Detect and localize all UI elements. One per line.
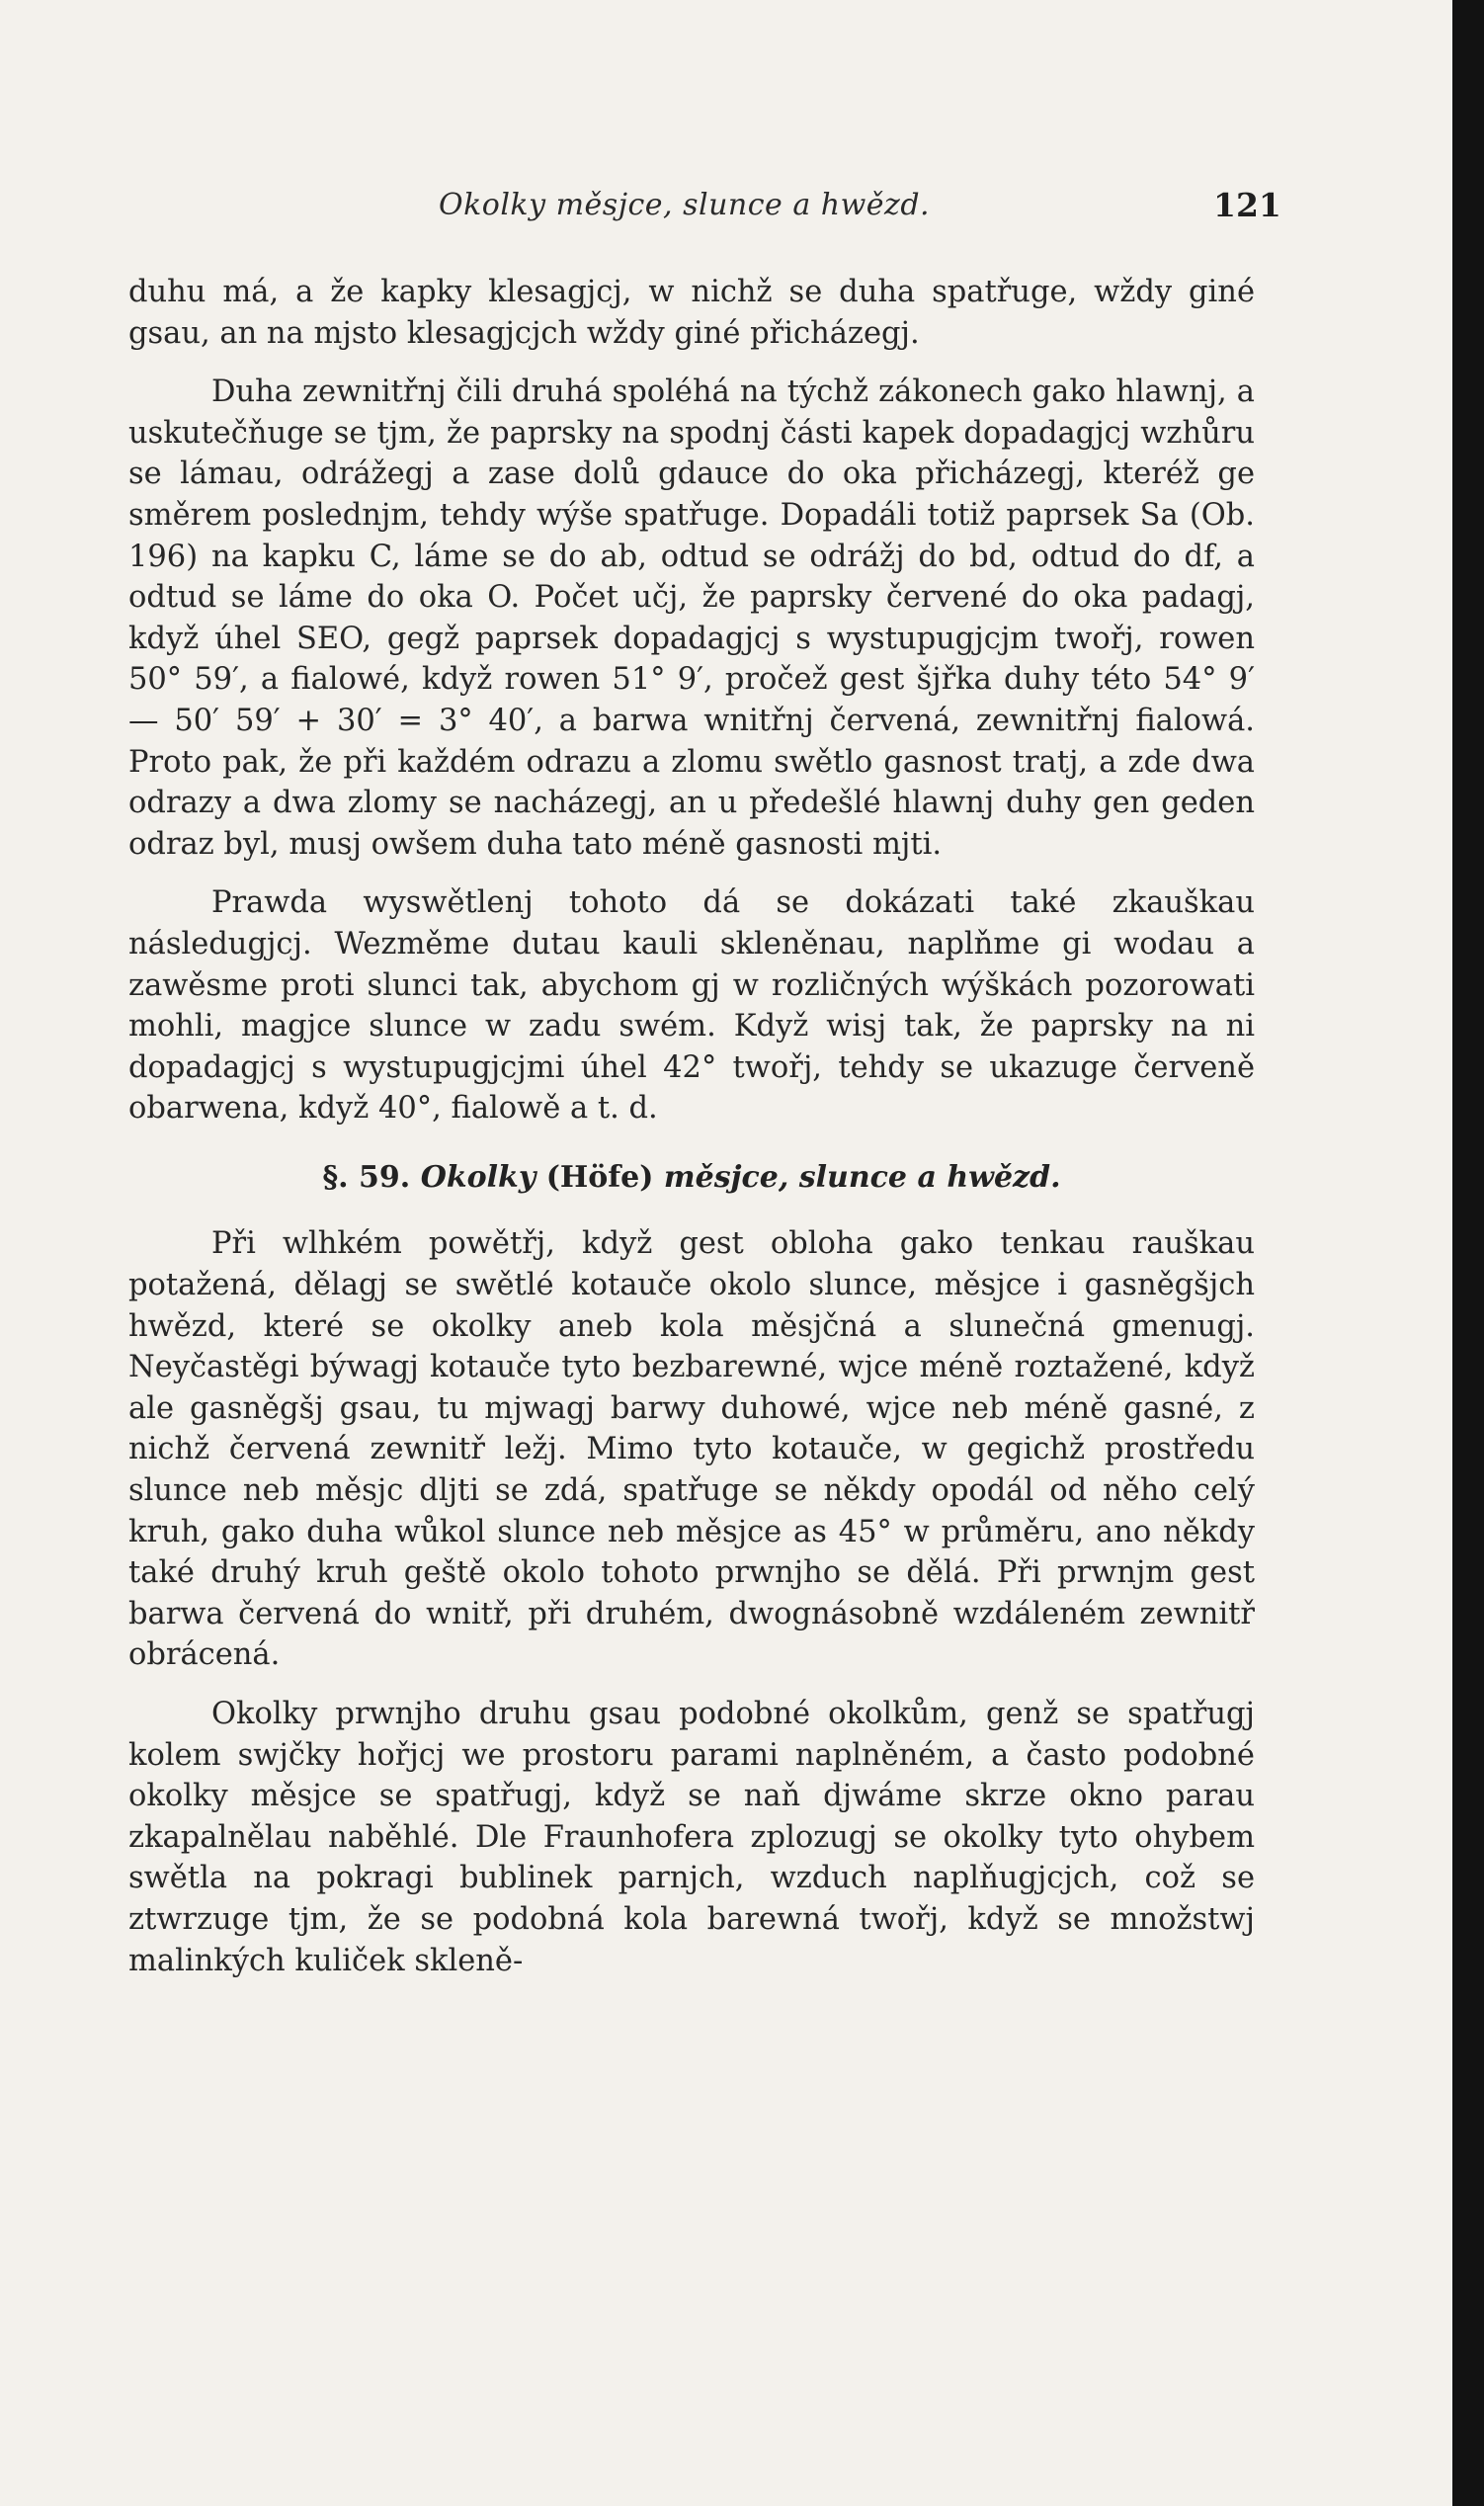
section-heading: [128, 1157, 1255, 1199]
section-gloss: (Höfe): [545, 1159, 654, 1195]
paragraph-experiment: Prawda wyswětlenj tohoto dá se dokázati také zkauškau následugjcj. Wezměme dutau kauli skleněnau, naplňme gi wodau a zawěsme proti slunci tak, abychom gj w rozličných wýškách pozorowati mohli, magjce slunce w zadu swém. Když wisj tak, že paprsky na ni dopadagjcj s wystupugjcjmi úhel 42° twořj, tehdy se ukazuge červeně obarwena, když 40°, fialowě a t. d.: [128, 885, 1255, 1127]
running-title: Okolky měsjce, slunce a hwězd.: [439, 188, 931, 222]
paragraph-secondary-rainbow: Duha zewnitřnj čili druhá spoléhá na týchž zákonech gako hlawnj, a uskutečňuge se tjm, že paprsky na spodnj části kapek dopadagjcj wzhůru se lámau, odrážegj a zase dolů gdauce do oka přicházegj, kteréž ge směrem poslednjm, tehdy wýše spatřuge. Dopadáli totiž paprsek Sa (Ob. 196) na kapku C, láme se do ab, odtud se odrážj do bd, odtud do df, a odtud se láme do oka O. Počet učj, že paprsky červené do oka padagj, když úhel SEO, gegž paprsek dopadagjcj s wystupugjcjm twořj, rowen 50° 59′, a fialowé, když rowen 51° 9′, pročež gest šjřka duhy této 54° 9′ — 50′ 59′ + 30′ = 3° 40′, a barwa wnitřnj červená, zewnitřnj fialowá. Proto pak, že při každém odrazu a zlomu swětlo gasnost tratj, a zde dwa odrazy a dwa zlomy se nacházegj, an u předešlé hlawnj duhy gen geden odraz byl, musj owšem duha tato méně gasnosti mjti.: [128, 375, 1255, 862]
section-subtitle: měsjce, slunce a hwězd.: [663, 1159, 1061, 1195]
page-edge-shadow: [1452, 0, 1484, 2506]
paragraph-halos: Při wlhkém powětřj, když gest obloha gako tenkau rauškau potažená, dělagj se swětlé kotauče okolo slunce, měsjce i gasněgšjch hwězd, které se okolky aneb kola měsjčná a slunečná gmenugj. Neyčastěgi býwagj kotauče tyto bezbarewné, wjce méně roztažené, když ale gasněgšj gsau, tu mjwagj barwy duhowé, wjce neb méně gasné, z nichž červená zewnitř ležj. Mimo tyto kotauče, w gegichž prostředu slunce neb měsjc dljti se zdá, spatřuge se někdy opodál od něho celý kruh, gako duha wůkol slunce neb měsjce as 45° w průměru, ano někdy také druhý kruh geště okolo tohoto prwnjho se dělá. Při prwnjm gest barwa červená do wnitř, při druhém, dwognásobně wzdáleném zewnitř obrácená.: [128, 1226, 1255, 1673]
running-head: [0, 188, 1452, 227]
section-number: §. 59.: [322, 1159, 411, 1195]
body-text: [128, 272, 1255, 1981]
paragraph-halos-origin: Okolky prwnjho druhu gsau podobné okolkům, genž se spatřugj kolem swjčky hořjcj we prostoru parami naplněném, a často podobné okolky měsjce se spatřugj, když se naň djwáme skrze okno parau zkapalnělau naběhlé. Dle Fraunhofera zplozugj se okolky tyto ohybem swětla na pokragi bublinek parnjch, wzduch naplňugjcjch, což se ztwrzuge tjm, že se podobná kola barewná twořj, když se množstwj malinkých kuliček skleně-: [128, 1697, 1255, 1978]
page-number: 121: [1213, 186, 1281, 224]
section-title: Okolky: [420, 1159, 536, 1195]
paragraph-continuation: duhu má, a že kapky klesagjcj, w nichž se duha spatřuge, wždy giné gsau, an na mjsto klesagjcjch wždy giné přicházegj.: [128, 275, 1255, 351]
